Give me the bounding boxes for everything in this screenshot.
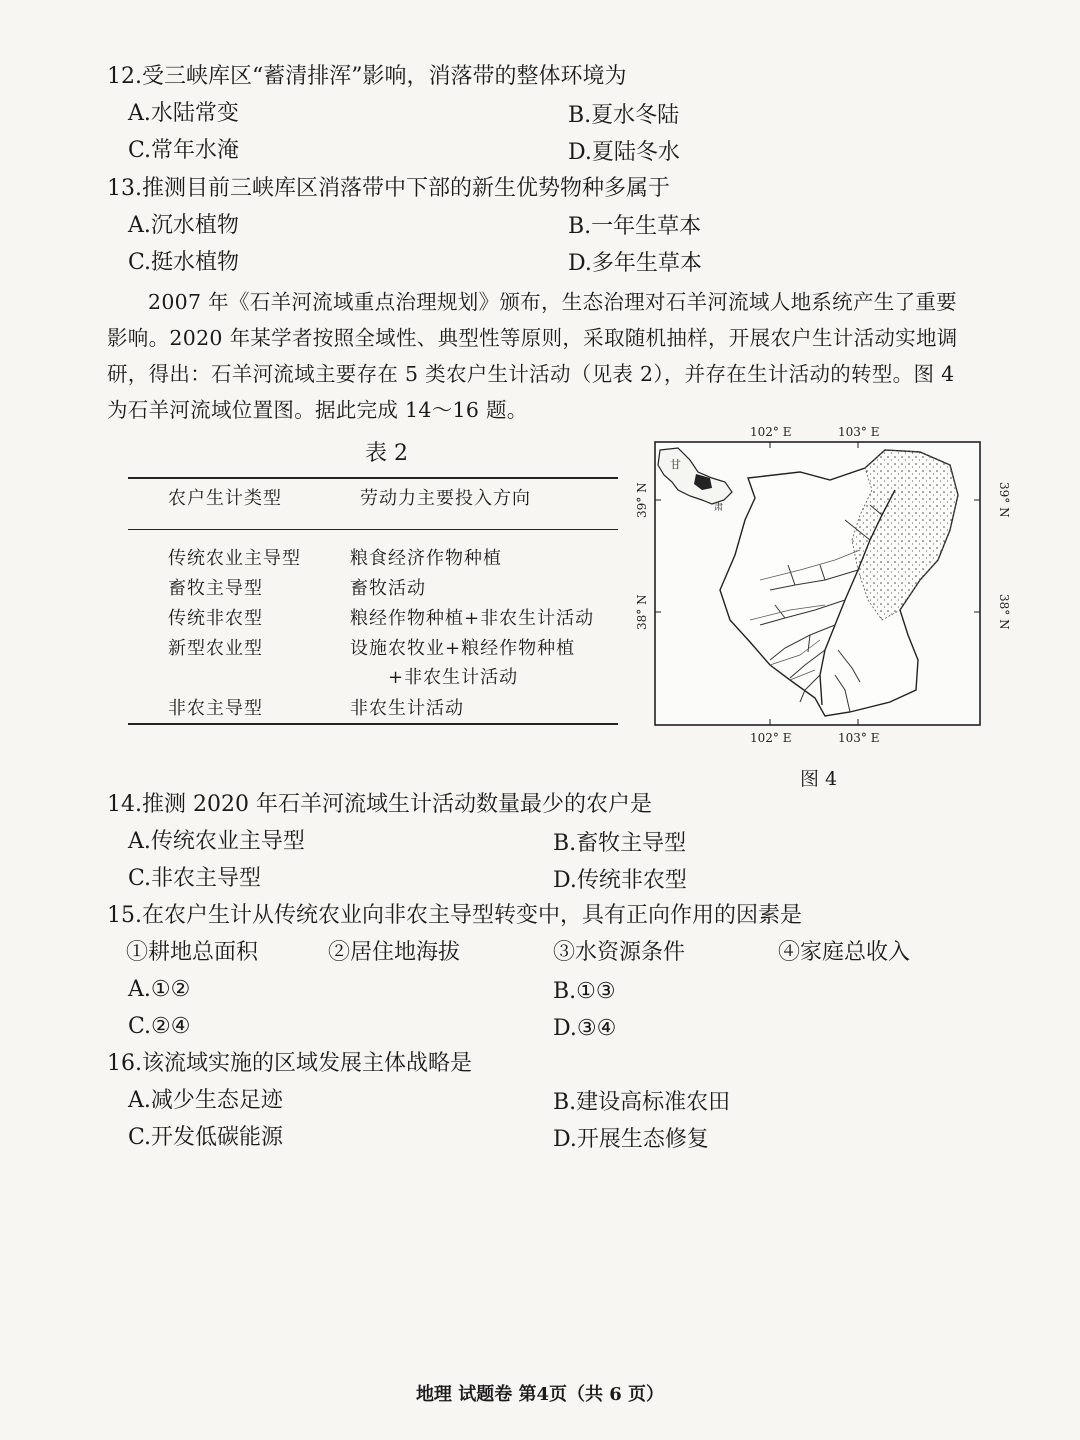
table-cell: 新型农业型 bbox=[168, 638, 263, 659]
q14-option-b[interactable]: B.畜牧主导型 bbox=[553, 831, 687, 856]
q15-option-d[interactable]: D.③④ bbox=[553, 1016, 617, 1041]
table-cell: 传统农业主导型 bbox=[168, 548, 301, 569]
table-cell: 畜牧主导型 bbox=[168, 578, 263, 599]
lat-label-right-38: 38° N bbox=[997, 594, 1011, 630]
lon-label-top-102: 102° E bbox=[750, 425, 792, 439]
table-cell: 粮食经济作物种植 bbox=[350, 548, 502, 569]
lon-label-bottom-103: 103° E bbox=[838, 731, 880, 745]
lat-label-left-38: 38° N bbox=[635, 594, 649, 630]
lat-label-right-39: 39° N bbox=[997, 482, 1011, 518]
q13-option-d[interactable]: D.多年生草本 bbox=[568, 251, 702, 276]
q12-option-b[interactable]: B.夏水冬陆 bbox=[568, 103, 680, 128]
lon-label-top-103: 103° E bbox=[838, 425, 880, 439]
table-cell: 设施农牧业+粮经作物种植 bbox=[350, 638, 576, 659]
table-title: 表 2 bbox=[365, 441, 408, 466]
passage-line-4: 为石羊河流域位置图。据此完成 14～16 题。 bbox=[107, 398, 528, 422]
q14-option-a[interactable]: A.传统农业主导型 bbox=[128, 829, 305, 854]
q14-option-c[interactable]: C.非农主导型 bbox=[128, 866, 262, 891]
question-13-stem: 13.推测目前三峡库区消落带中下部的新生优势物种多属于 bbox=[107, 176, 670, 201]
q15-option-a[interactable]: A.①② bbox=[128, 977, 191, 1002]
q13-option-c[interactable]: C.挺水植物 bbox=[128, 250, 240, 275]
q12-option-c[interactable]: C.常年水淹 bbox=[128, 138, 240, 163]
page-footer: 地理 试题卷 第4页（共 6 页） bbox=[415, 1384, 665, 1405]
table-cell: 传统非农型 bbox=[168, 608, 263, 629]
passage-line-3: 研，得出：石羊河流域主要存在 5 类农户生计活动（见表 2），并存在生计活动的转型。图 4 bbox=[107, 362, 955, 386]
lat-label-left-39: 39° N bbox=[635, 482, 649, 518]
q12-option-d[interactable]: D.夏陆冬水 bbox=[568, 140, 680, 165]
inset-label-gan: 甘 bbox=[670, 458, 681, 471]
q15-item-3: ③水资源条件 bbox=[553, 940, 686, 965]
question-16-stem: 16.该流域实施的区域发展主体战略是 bbox=[107, 1051, 472, 1076]
basin-location-map bbox=[620, 420, 1020, 800]
q12-option-a[interactable]: A.水陆常变 bbox=[128, 101, 239, 126]
table-mid-rule bbox=[128, 529, 618, 530]
lon-label-bottom-102: 102° E bbox=[750, 731, 792, 745]
table-bottom-rule bbox=[128, 723, 618, 725]
table-cell: 畜牧活动 bbox=[350, 578, 426, 599]
table-cell: 非农主导型 bbox=[168, 698, 263, 719]
q14-option-d[interactable]: D.传统非农型 bbox=[553, 868, 687, 893]
figure-caption: 图 4 bbox=[800, 768, 838, 790]
q16-option-c[interactable]: C.开发低碳能源 bbox=[128, 1125, 284, 1150]
table-header-labor: 劳动力主要投入方向 bbox=[360, 488, 531, 509]
question-14-stem: 14.推测 2020 年石羊河流域生计活动数量最少的农户是 bbox=[107, 792, 652, 817]
q15-item-2: ②居住地海拔 bbox=[328, 940, 461, 965]
q15-item-4: ④家庭总收入 bbox=[778, 940, 911, 965]
table-top-rule bbox=[128, 477, 618, 479]
inset-label-su: 肃 bbox=[714, 503, 724, 513]
table-cell: 非农生计活动 bbox=[350, 698, 464, 719]
question-15-stem: 15.在农户生计从传统农业向非农主导型转变中，具有正向作用的因素是 bbox=[107, 903, 802, 928]
table-cell: 粮经作物种植+非农生计活动 bbox=[350, 608, 595, 629]
q15-option-c[interactable]: C.②④ bbox=[128, 1014, 191, 1039]
q15-item-1: ①耕地总面积 bbox=[126, 940, 259, 965]
q15-option-b[interactable]: B.①③ bbox=[553, 979, 616, 1004]
table-header-type: 农户生计类型 bbox=[168, 488, 282, 509]
table-cell: +非农生计活动 bbox=[388, 667, 519, 688]
q16-option-a[interactable]: A.减少生态足迹 bbox=[128, 1088, 283, 1113]
q13-option-b[interactable]: B.一年生草本 bbox=[568, 214, 702, 239]
question-12-stem: 12.受三峡库区“蓄清排浑”影响，消落带的整体环境为 bbox=[107, 64, 627, 89]
passage-line-2: 影响。2020 年某学者按照全域性、典型性等原则，采取随机抽样，开展农户生计活动实地调 bbox=[107, 326, 958, 350]
q16-option-b[interactable]: B.建设高标准农田 bbox=[553, 1090, 731, 1115]
q13-option-a[interactable]: A.沉水植物 bbox=[128, 213, 239, 238]
q16-option-d[interactable]: D.开展生态修复 bbox=[553, 1127, 709, 1152]
passage-line-1: 2007 年《石羊河流域重点治理规划》颁布，生态治理对石羊河流域人地系统产生了重要 bbox=[148, 290, 957, 314]
